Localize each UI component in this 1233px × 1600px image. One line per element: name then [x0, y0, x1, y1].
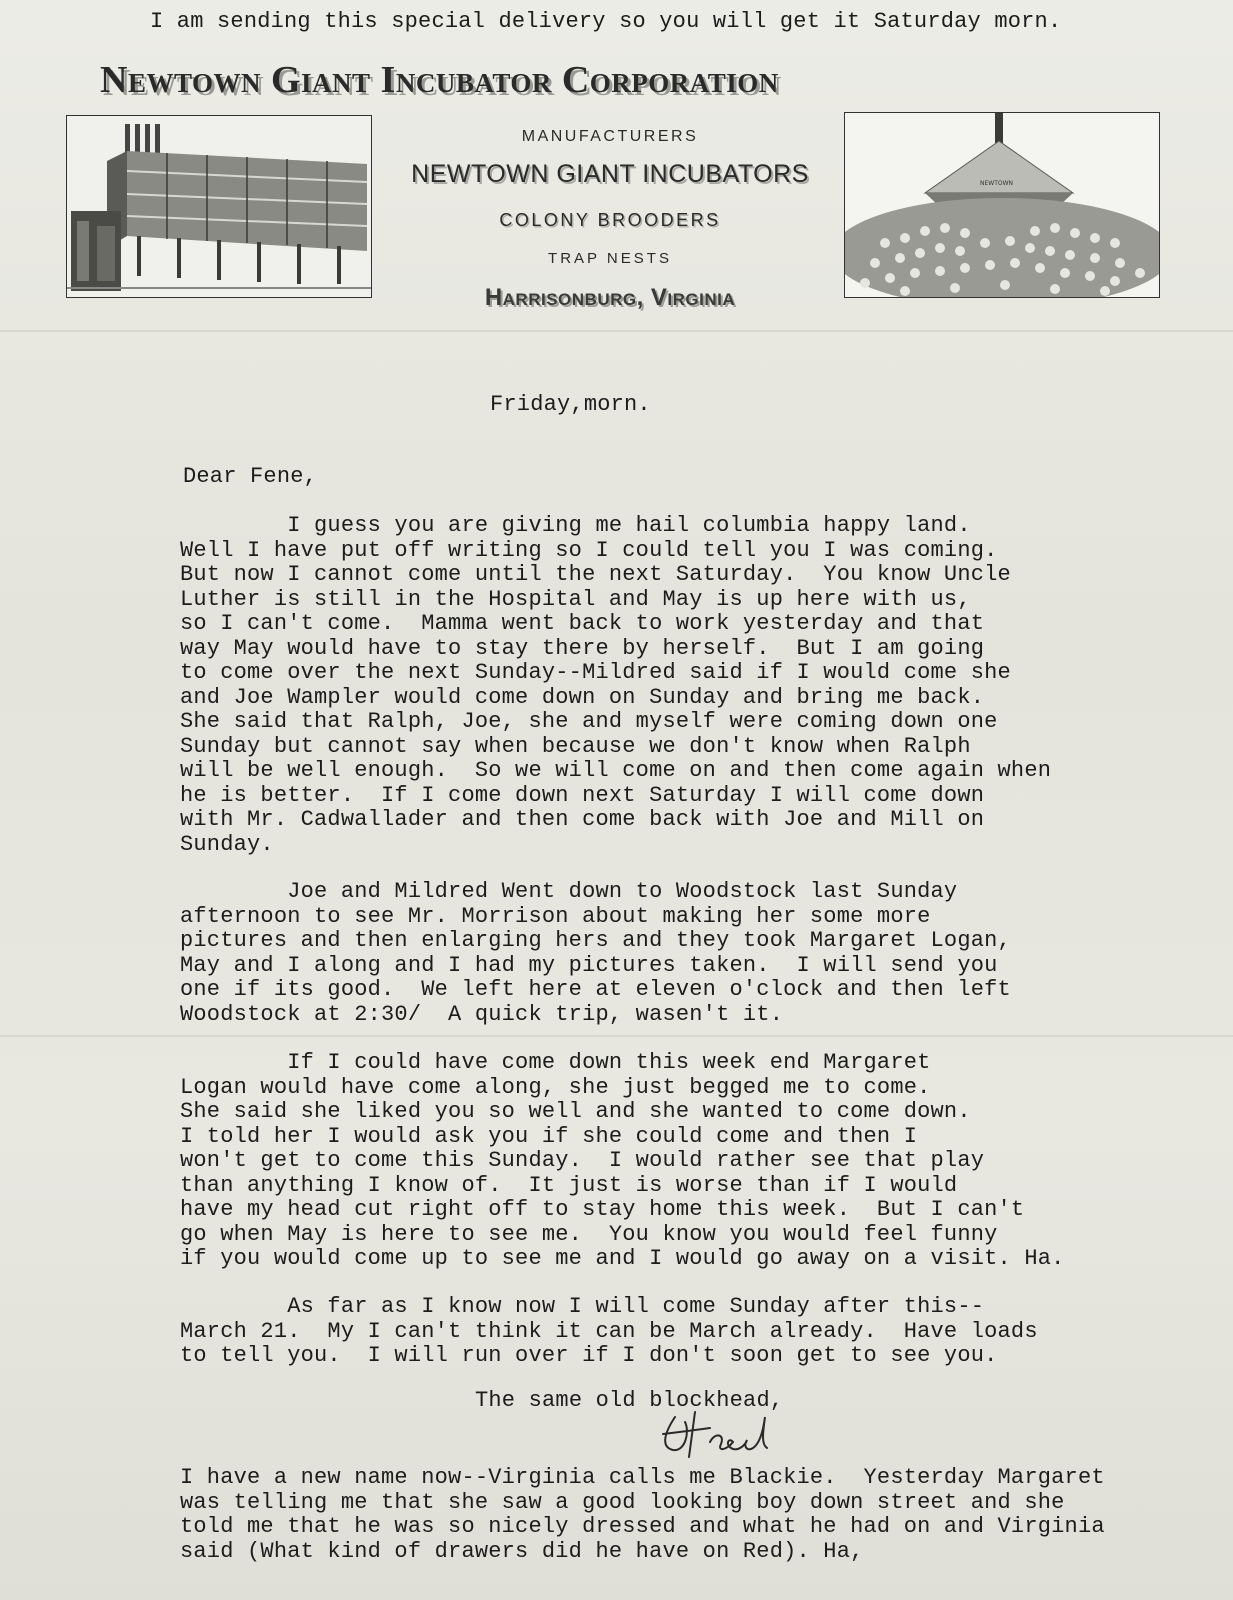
company-name: Newtown Giant Incubator Corporation: [100, 59, 779, 101]
manufacturers-label: MANUFACTURERS: [521, 128, 699, 145]
letter-postscript: I have a new name now--Virginia calls me Blackie. Yesterday Margaret was telling me that she saw a good looking boy down street and she told me that he was so nicely dressed and what he had on and Virginia said (What kind of drawers did he have on Red). Ha,: [180, 1465, 1105, 1564]
special-delivery-note: I am sending this special delivery so you will get it Saturday morn.: [150, 9, 1062, 34]
brooder-illustration: [845, 113, 1159, 297]
product-trap-nests: TRAP NESTS: [548, 250, 672, 267]
letter-paragraph-4: As far as I know now I will come Sunday after this-- March 21. My I can't think it can be March already. Have loads to tell you. I will run over if I don't soon get to see you.: [180, 1294, 1038, 1368]
letter-date: Friday,morn.: [490, 392, 651, 417]
brooder-label: NEWTOWN: [980, 180, 1014, 187]
paper-fold: [0, 1035, 1233, 1037]
letter-closing: The same old blockhead,: [475, 1388, 784, 1413]
company-location: Harrisonburg, Virginia: [484, 284, 736, 311]
letter-greeting: Dear Fene,: [183, 464, 318, 489]
incubator-illustration: [67, 116, 371, 297]
colony-brooder-with-chicks-image: [844, 112, 1160, 298]
letter-paragraph-2: Joe and Mildred Went down to Woodstock last Sunday afternoon to see Mr. Morrison about making her some more pictures and then enlarging hers and they took Margaret Logan, May and I along and I had my pictures taken. I will send you one if its good. We left here at eleven o'clock and then left Woodstock at 2:30/ A quick trip, wasen't it.: [180, 879, 1011, 1027]
incubator-machine-image: [66, 115, 372, 298]
handwritten-signature: [655, 1402, 795, 1462]
product-incubators: NEWTOWN GIANT INCUBATORS: [411, 160, 809, 188]
letter-paragraph-3: If I could have come down this week end Margaret Logan would have come along, she just begged me to come. She said she liked you so well and she wanted to come down. I told her I would ask you if she could come and then I won't get to come this Sunday. I would rather see that play than anything I know of. It just is worse than if I would have my head cut right off to stay home this week. But I can't go when May is here to see me. You know you would feel funny if you would come up to see me and I would go away on a visit. Ha.: [180, 1050, 1065, 1271]
product-brooders: COLONY BROODERS: [499, 210, 721, 230]
letter-paragraph-1: I guess you are giving me hail columbia happy land. Well I have put off writing so I could tell you I was coming. But now I cannot come until the next Saturday. You know Uncle Luther is still in the Hospital and May is up here with us, so I can't come. Mamma went back to work yesterday and that way May would have to stay there by herself. But I am going to come over the next Sunday--Mildred said if I would come she and Joe Wampler would come down on Sunday and bring me back. She said that Ralph, Joe, she and myself were coming down one Sunday but cannot say when because we don't know when Ralph will be well enough. So we will come on and then come again when he is better. If I come down next Saturday I will come down with Mr. Cadwallader and then come back with Joe and Mill on Sunday.: [180, 513, 1052, 857]
paper-fold: [0, 330, 1233, 332]
